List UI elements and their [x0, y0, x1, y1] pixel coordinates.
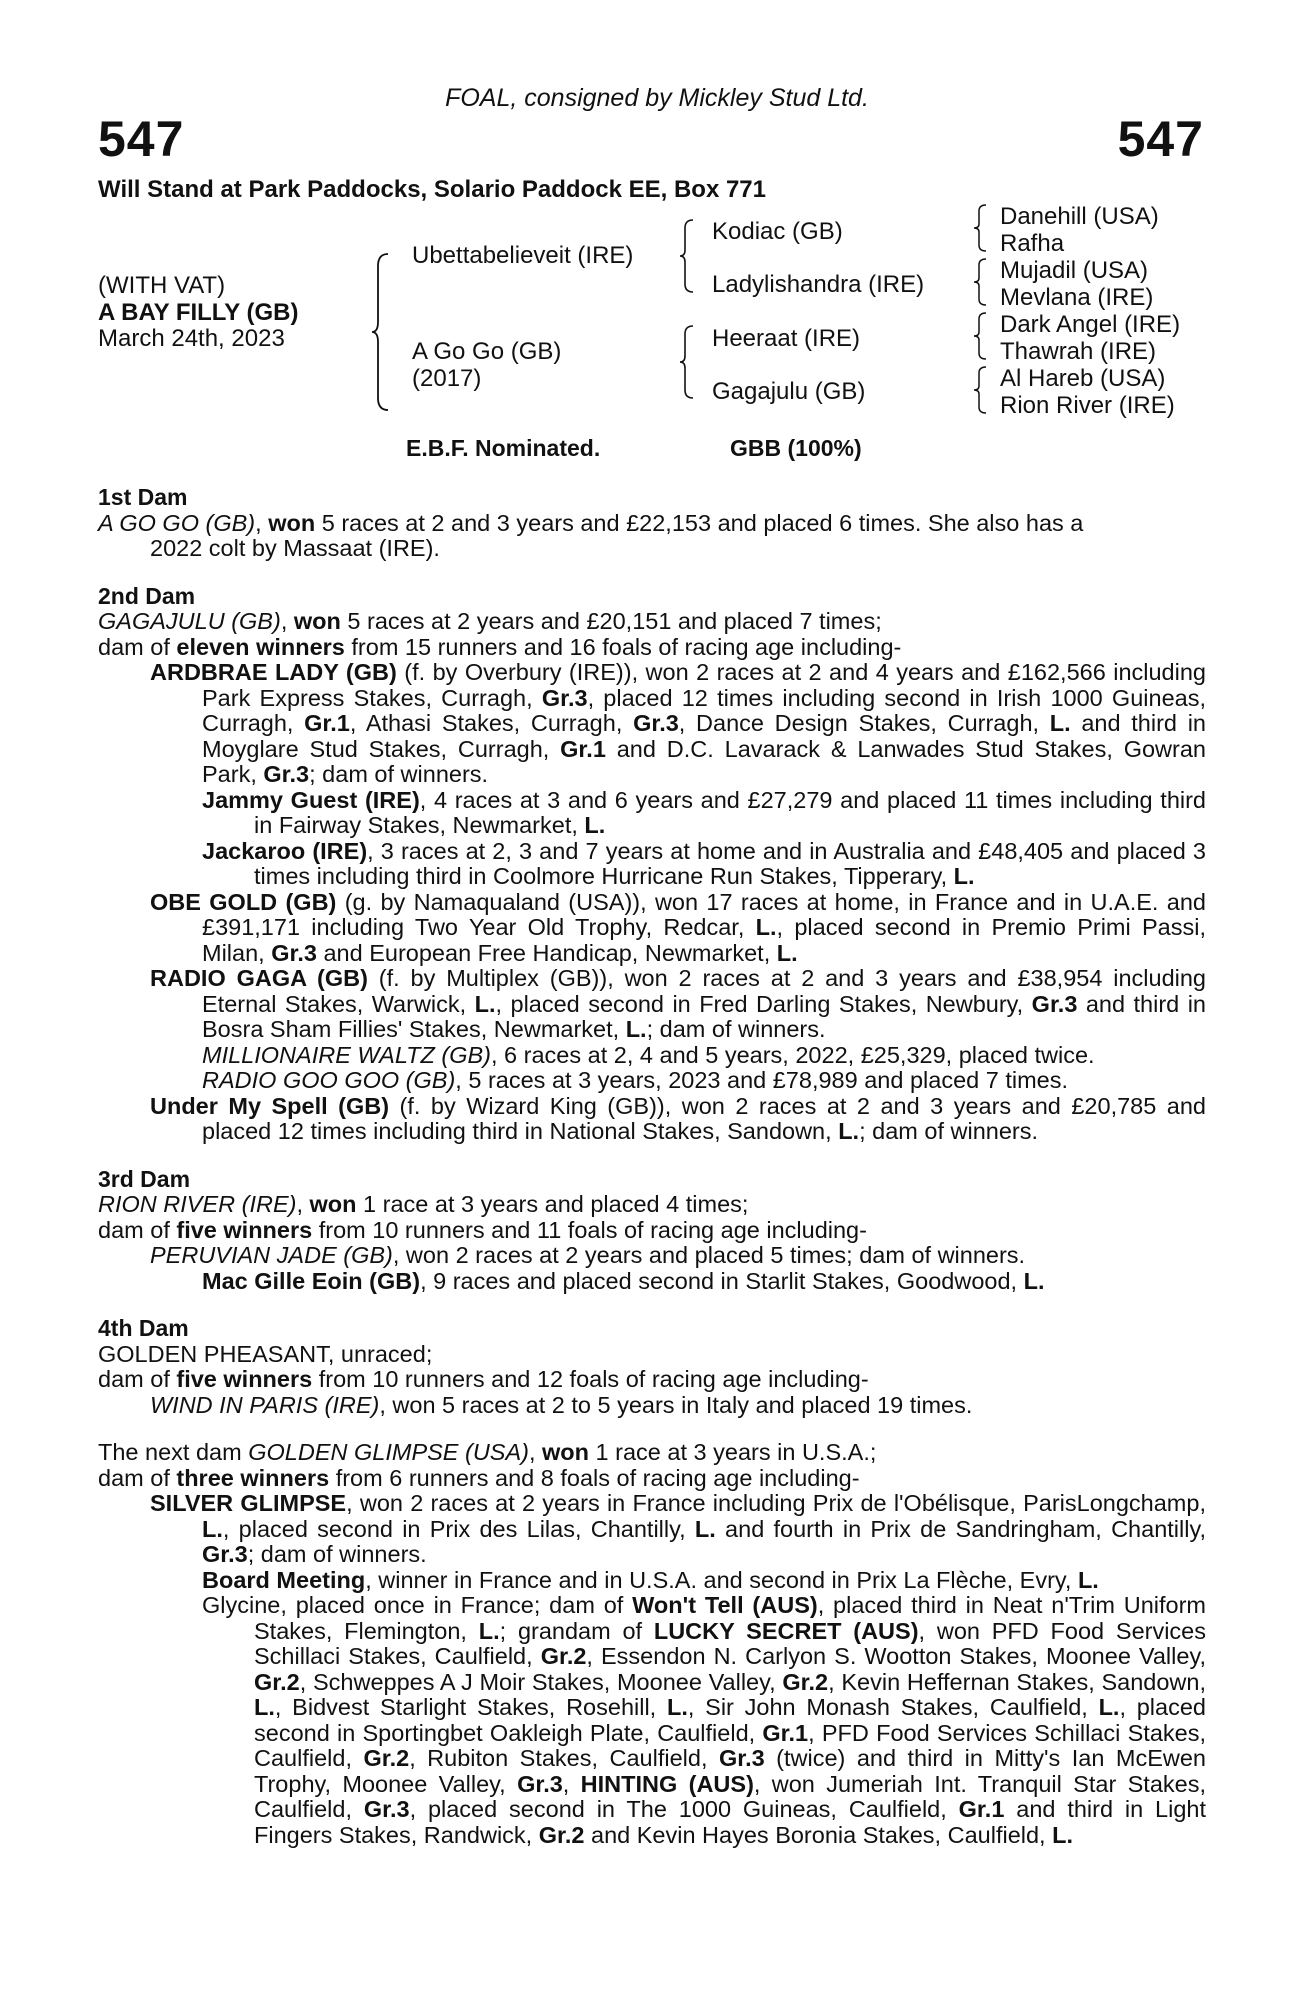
granddam-1: Ladylishandra (IRE)	[712, 271, 925, 298]
ggs-7: Al Hareb (USA)	[1000, 365, 1166, 392]
sire-name: Ubettabelieveit (IRE)	[412, 242, 634, 269]
produce-peruvian-jade: PERUVIAN JADE (GB), won 2 races at 2 years and placed 5 times; dam of winners.	[150, 1242, 1026, 1268]
ggs-6: Thawrah (IRE)	[1000, 338, 1157, 365]
grandsire-1: Kodiac (GB)	[712, 218, 843, 245]
pedigree-brace-g3-1	[974, 203, 988, 253]
gbb-badge: GBB (100%)	[730, 435, 862, 461]
lot-number-right: 547	[1117, 111, 1204, 167]
ggs-5: Dark Angel (IRE)	[1000, 311, 1181, 338]
produce-millionaire-waltz: MILLIONAIRE WALTZ (GB), 6 races at 2, 4 and 5 years, 2022, £25,329, placed twice.	[202, 1041, 1095, 1068]
foal-name: A BAY FILLY (GB)	[98, 299, 299, 326]
foal-dob: March 24th, 2023	[98, 325, 285, 352]
fourth-dam-intro: GOLDEN PHEASANT, unraced; dam of five winners from 10 runners and 12 foals of racing age including-	[98, 1340, 869, 1392]
pedigree-brace-main	[372, 252, 392, 412]
consignor-line: FOAL, consigned by Mickley Stud Ltd.	[445, 84, 869, 112]
produce-wind-in-paris: WIND IN PARIS (IRE), won 5 races at 2 to 5 years in Italy and placed 19 times.	[150, 1391, 973, 1418]
produce-mac-gille-eoin: Mac Gille Eoin (GB), 9 races and placed second in Starlit Stakes, Goodwood, L.	[202, 1267, 1045, 1294]
ggs-4: Mevlana (IRE)	[1000, 284, 1154, 311]
dam-name: A Go Go (GB)	[412, 338, 562, 365]
produce-jackaroo: Jackaroo (IRE), 3 races at 2, 3 and 7 years at home and in Australia and £48,405 and placed 3 times including third in Coolmore Hurricane Run Stakes, Tipperary, L.	[202, 837, 1207, 889]
ggs-8: Rion River (IRE)	[1000, 392, 1175, 419]
second-dam-heading: 2nd Dam	[98, 582, 196, 609]
next-dam-intro: The next dam GOLDEN GLIMPSE (USA), won 1 race at 3 years in U.S.A.; dam of three winners from 6 runners and 8 foals of racing age including-	[98, 1439, 877, 1491]
second-dam-produce	[98, 660, 1206, 1145]
lot-number-left: 547	[98, 111, 185, 167]
produce-under-my-spell: Under My Spell (GB) (f. by Wizard King (GB)), won 2 races at 2 and 3 years and £20,785 and placed 12 times including third in National Stakes, Sandown, L.; dam of winners.	[150, 1092, 1206, 1144]
pedigree-brace-dam	[680, 324, 696, 400]
dam-year: (2017)	[412, 365, 482, 392]
first-dam-heading: 1st Dam	[98, 484, 188, 510]
pedigree-brace-sire	[680, 218, 696, 294]
pedigree-brace-g3-2	[974, 257, 988, 307]
third-dam-heading: 3rd Dam	[98, 1165, 191, 1192]
third-dam-intro: RION RIVER (IRE), won 1 race at 3 years and placed 4 times; dam of five winners from 10 runners and 11 foals of racing age including-	[98, 1191, 867, 1243]
first-dam-text: A GO GO (GB), won 5 races at 2 and 3 years and £22,153 and placed 6 times. She also has a 2022 colt by Massaat (IRE).	[98, 509, 1084, 561]
produce-board-meeting: Board Meeting, winner in France and in U.S.A. and second in Prix La Flèche, Evry, L.	[202, 1566, 1099, 1593]
produce-radio-gaga: RADIO GAGA (GB) (f. by Multiplex (GB)), won 2 races at 2 and 3 years and £38,954 including Eternal Stakes, Warwick, L., placed second in Fred Darling Stakes, Newbury, Gr.3 and third in Bosra Sham Fillies' Stakes, Newmarket, L.; dam of winners.	[150, 965, 1207, 1042]
second-dam-intro: GAGAJULU (GB), won 5 races at 2 years and £20,151 and placed 7 times; dam of eleven winners from 15 runners and 16 foals of racing age including-	[98, 608, 902, 660]
produce-glycine: Glycine, placed once in France; dam of Won't Tell (AUS), placed third in Neat n'Trim Uniform Stakes, Flemington, L.; grandam of LUCKY SECRET (AUS), won PFD Food Services Schillaci Stakes, Caulfield, Gr.2, Essendon N. Carlyon S. Wootton Stakes, Moonee Valley, Gr.2, Schweppes A J Moir Stakes, Moonee Valley, Gr.2, Kevin Heffernan Stakes, Sandown, L., Bidvest Starlight Stakes, Rosehill, L., Sir John Monash Stakes, Caulfield, L., placed second in Sportingbet Oakleigh Plate, Caulfield, Gr.1, PFD Food Services Schillaci Stakes, Caulfield, Gr.2, Rubiton Stakes, Caulfield, Gr.3 (twice) and third in Mitty's Ian McEwen Trophy, Moonee Valley, Gr.3, HINTING (AUS), won Jumeriah Int. Tranquil Star Stakes, Caulfield, Gr.3, placed second in The 1000 Guineas, Caulfield, Gr.1 and third in Light Fingers Stakes, Randwick, Gr.2 and Kevin Hayes Boronia Stakes, Caulfield, L.	[202, 1592, 1207, 1848]
produce-obe-gold: OBE GOLD (GB) (g. by Namaqualand (USA)), won 17 races at home, in France and in U.A.E. and £391,171 including Two Year Old Trophy, Redcar, L., placed second in Premio Primi Passi, Milan, Gr.3 and European Free Handicap, Newmarket, L.	[150, 888, 1206, 966]
fourth-dam-produce	[98, 1393, 1206, 1419]
stand-location: Will Stand at Park Paddocks, Solario Paddock EE, Box 771	[98, 176, 767, 203]
pedigree-brace-g3-4	[974, 365, 988, 415]
vat-label: (WITH VAT)	[98, 272, 226, 299]
pedigree-brace-g3-3	[974, 311, 988, 361]
ebf-nominated: E.B.F. Nominated.	[406, 435, 601, 461]
dam-details	[98, 485, 1206, 1848]
third-dam-produce	[98, 1243, 1206, 1294]
produce-jammy-guest: Jammy Guest (IRE), 4 races at 3 and 6 years and £27,279 and placed 11 times including third in Fairway Stakes, Newmarket, L.	[202, 786, 1206, 838]
next-dam-produce	[98, 1491, 1206, 1848]
ggs-2: Rafha	[1000, 230, 1065, 257]
produce-radio-goo-goo: RADIO GOO GOO (GB), 5 races at 3 years, 2023 and £78,989 and placed 7 times.	[202, 1067, 1069, 1093]
produce-silver-glimpse: SILVER GLIMPSE, won 2 races at 2 years in France including Prix de l'Obélisque, ParisLongchamp, L., placed second in Prix des Lilas, Chantilly, L. and fourth in Prix de Sandringham, Chantilly, Gr.3; dam of winners.	[150, 1490, 1206, 1567]
ggs-3: Mujadil (USA)	[1000, 257, 1149, 284]
grandsire-2: Heeraat (IRE)	[712, 325, 861, 352]
granddam-2: Gagajulu (GB)	[712, 378, 866, 405]
ggs-1: Danehill (USA)	[1000, 203, 1159, 230]
produce-ardbrae-lady: ARDBRAE LADY (GB) (f. by Overbury (IRE)), won 2 races at 2 and 4 years and £162,566 including Park Express Stakes, Curragh, Gr.3, placed 12 times including second in Irish 1000 Guineas, Curragh, Gr.1, Athasi Stakes, Curragh, Gr.3, Dance Design Stakes, Curragh, L. and third in Moyglare Stud Stakes, Curragh, Gr.1 and D.C. Lavarack & Lanwades Stud Stakes, Gowran Park, Gr.3; dam of winners.	[150, 659, 1206, 787]
fourth-dam-heading: 4th Dam	[98, 1315, 189, 1341]
